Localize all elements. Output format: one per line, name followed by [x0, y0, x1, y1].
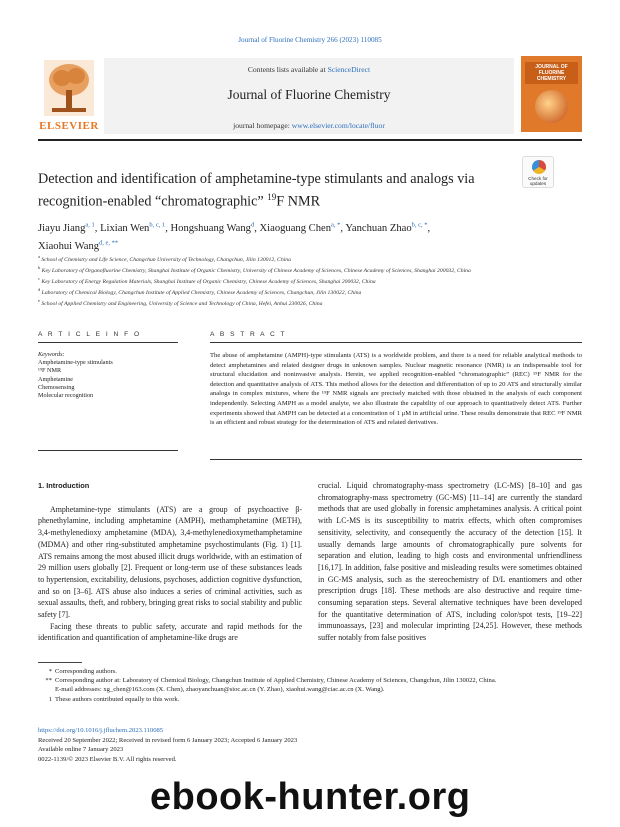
homepage-link[interactable]: www.elsevier.com/locate/fluor — [291, 121, 385, 130]
keyword: Amphetamine — [38, 375, 74, 383]
abstract-rule — [210, 342, 582, 343]
body-paragraph: crucial. Liquid chromatography-mass spectrometry (LC-MS) [8–10] and gas chromatography-mass spectrometry (GC-MS) [11–14] are currently the standard methods that are used globally in forensic amphetamines analysis. A critical point with LC-MS is its susceptibility to matrix effects, which often compromises sensitivity, selectivity, and consequently the accuracy of the detection [15]. It usually demands large amounts of chromatographically pure solvents for separation and elution, leading to high costs and environmental unfriendliness [16,17]. In addition, false positive and misleading results were sometimes obtained in GC-MS analysis, such as the stereochemistry of D/L enantiomers and other prescription drugs [18]. These methods are also destructive and require time-consuming separation steps. Several alternative techniques have been developed for the quantitative determination of ATS, including color/spot tests, [19–22] immunoassays, [23] and molecular imprinting [24,25]. However, these methods suffer notably from false positives — [318, 481, 582, 643]
elsevier-tree-icon — [44, 60, 94, 116]
publisher-name: ELSEVIER — [39, 120, 99, 132]
footnote: * Corresponding authors. — [48, 668, 117, 675]
section-heading: 1. Introduction — [38, 481, 90, 490]
article-info-heading: A R T I C L E I N F O — [38, 331, 142, 338]
body-paragraph: Facing these threats to public safety, accurate and rapid methods for the identification and quantification of amphetamine-like drugs are — [38, 621, 302, 643]
abstract-heading: A B S T R A C T — [210, 331, 287, 338]
available-online: Available online 7 January 2023 — [38, 746, 124, 754]
doi-link[interactable]: https://doi.org/10.1016/j.jfluchem.2023.110085 — [38, 727, 164, 734]
sciencedirect-link[interactable]: ScienceDirect — [327, 65, 371, 74]
keyword: Chemosensing — [38, 383, 75, 391]
author: Lixian Wen$^{b, c, 1}$, — [100, 221, 171, 234]
author-list — [38, 217, 578, 254]
body-column-right — [318, 480, 582, 644]
affiliation-item: $^c$ Key Laboratory of Energy Regulation Materials, Shanghai Institute of Organic Chemistry, Chinese Academy of Sciences, Shanghai 200032, China — [38, 275, 376, 285]
journal-cover-image — [521, 56, 582, 132]
author: Xiaoguang Chen$^{a, *}$, — [259, 221, 346, 234]
body-column-left — [38, 480, 302, 644]
keyword: Amphetamine-type stimulants — [38, 359, 113, 367]
affiliation-item: $^e$ School of Applied Chemistry and Engineering, University of Science and Technology of China, Hefei, Anhui 230026, China — [38, 297, 323, 307]
watermark: ebook-hunter.org — [150, 776, 471, 818]
abstract-text: The abuse of amphetamine (AMPH)-type stimulants (ATS) is a worldwide problem, and there is a need for reliable analytical methods to detect amphetamines and related designer drugs in unknown samples. Nuclear magnetic resonance (NMR) is an indispensable tool for structural elucidation and noninvasive analysis. Herein, we applied recognition-enabled “chromatographic” (REC) ¹⁹F NMR for the detection and quantitative analysis of ATS. This method allows for the detection and differentiation of up to 20 ATS and structurally similar analogs in complex mixtures, where the ¹⁹F NMR signals are precisely matched with those obtained in the analysis of each component independently. Selecting AMPH as a model analyte, we also illustrate the capability of our approach to quantitatively detect ATS. Further experiments showed that AMPH can be detected at a concentration of 1 μM in artificial urine. These results demonstrate that REC ¹⁹F NMR is an efficient and robust strategy for the determination of ATS and related derivatives. — [210, 352, 582, 427]
homepage-line: journal homepage: www.elsevier.com/locate/fluor — [233, 121, 385, 130]
contents-line: Contents lists available at ScienceDirect — [247, 65, 371, 74]
masthead — [38, 56, 582, 134]
journal-reference-link[interactable]: Journal of Fluorine Chemistry 266 (2023) 110085 — [238, 36, 382, 44]
article-title: Detection and identification of amphetamine-type stimulants and analogs via recognition-enabled “chromatographic” $^{19}$F NMR — [38, 171, 475, 210]
cover-art — [535, 90, 568, 123]
footnote-rule — [38, 662, 82, 663]
check-updates-icon — [532, 160, 546, 174]
header-divider — [38, 139, 582, 141]
footnote: ** Corresponding author at: Laboratory of Chemical Biology, Changchun Institute of Applied Chemistry, Chinese Academy of Sciences, Changchun, Jilin 130022, China. — [45, 677, 497, 685]
keywords-block — [38, 351, 178, 400]
copyright: 0022-1139/© 2023 Elsevier B.V. All rights reserved. — [38, 755, 177, 763]
footnote: 1 These authors contributed equally to this work. — [48, 695, 180, 703]
journal-banner — [104, 58, 514, 134]
publication-info — [38, 726, 582, 764]
keyword: ¹⁹F NMR — [38, 367, 62, 375]
abstract-end-rule — [210, 459, 582, 460]
article-info-rule — [38, 342, 178, 343]
journal-title: Journal of Fluorine Chemistry — [227, 87, 391, 102]
footnotes — [38, 667, 582, 704]
author: Yanchuan Zhao$^{b, c, *}$, — [345, 221, 431, 234]
affiliation-item: $^d$ Laboratory of Chemical Biology, Changchun Institute of Applied Chemistry, Chinese Academy of Sciences, Changchun, Jilin 130022, China — [38, 286, 362, 296]
author: Jiayu Jiang$^{a, 1}$, — [38, 221, 101, 234]
author: Xiaohui Wang$^{d, e, **}$ — [38, 239, 119, 253]
affiliation-item: $^a$ School of Chemistry and Life Science, Changchun University of Technology, Changchun, Jilin 130012, China — [38, 254, 291, 263]
elsevier-logo — [38, 56, 100, 134]
check-updates-label: Check for updates — [528, 176, 548, 186]
affiliations — [38, 253, 582, 308]
check-for-updates-button[interactable] — [522, 156, 554, 188]
keywords-label: Keywords: — [38, 351, 65, 358]
body-paragraph: Amphetamine-type stimulants (ATS) are a group of psychoactive β-phenethylamine, including amphetamine (AMPH), methamphetamine (METH), 3,4-methylenedioxy amphetamine (MDA), 3,4-methylenedioxymethamphetamine (MDMA) and other ring-substituted amphetamine psychostimulants (Fig. 1) [1]. ATS remains among the most abused illicit drugs worldwide, with an estimation of 29 million users globally [2]. Frequent or long-term use of these substances leads to hypertension, excitability, delusions, psychoses, addiction cognitive dysfunction, and so on [3–6]. ATS abuse also induces a series of criminal activities, such as sexual assaults, theft, and robbery, bringing great risks to social stability and public safety [7]. — [38, 504, 302, 620]
keyword: Molecular recognition — [38, 392, 94, 400]
affiliation-item: $^b$ Key Laboratory of Organofluorine Chemistry, Shanghai Institute of Organic Chemistry, University of Chinese Academy of Sciences, Chinese Academy of Sciences, Shanghai 200032, China — [38, 264, 471, 274]
footnote: E-mail addresses: xg_chen@163.com (X. Chen), zhaoyanchuan@sioc.ac.cn (Y. Zhao), xiaohui.wang@ciac.ac.cn (X. Wang). — [55, 686, 385, 694]
received-dates: Received 20 September 2022; Received in revised form 6 January 2023; Accepted 6 January 2023 — [38, 736, 298, 744]
cover-title: JOURNAL OF FLUORINE CHEMISTRY — [535, 64, 568, 82]
keywords-end-rule — [38, 450, 178, 451]
author: Hongshuang Wang$^d$, — [170, 221, 260, 234]
